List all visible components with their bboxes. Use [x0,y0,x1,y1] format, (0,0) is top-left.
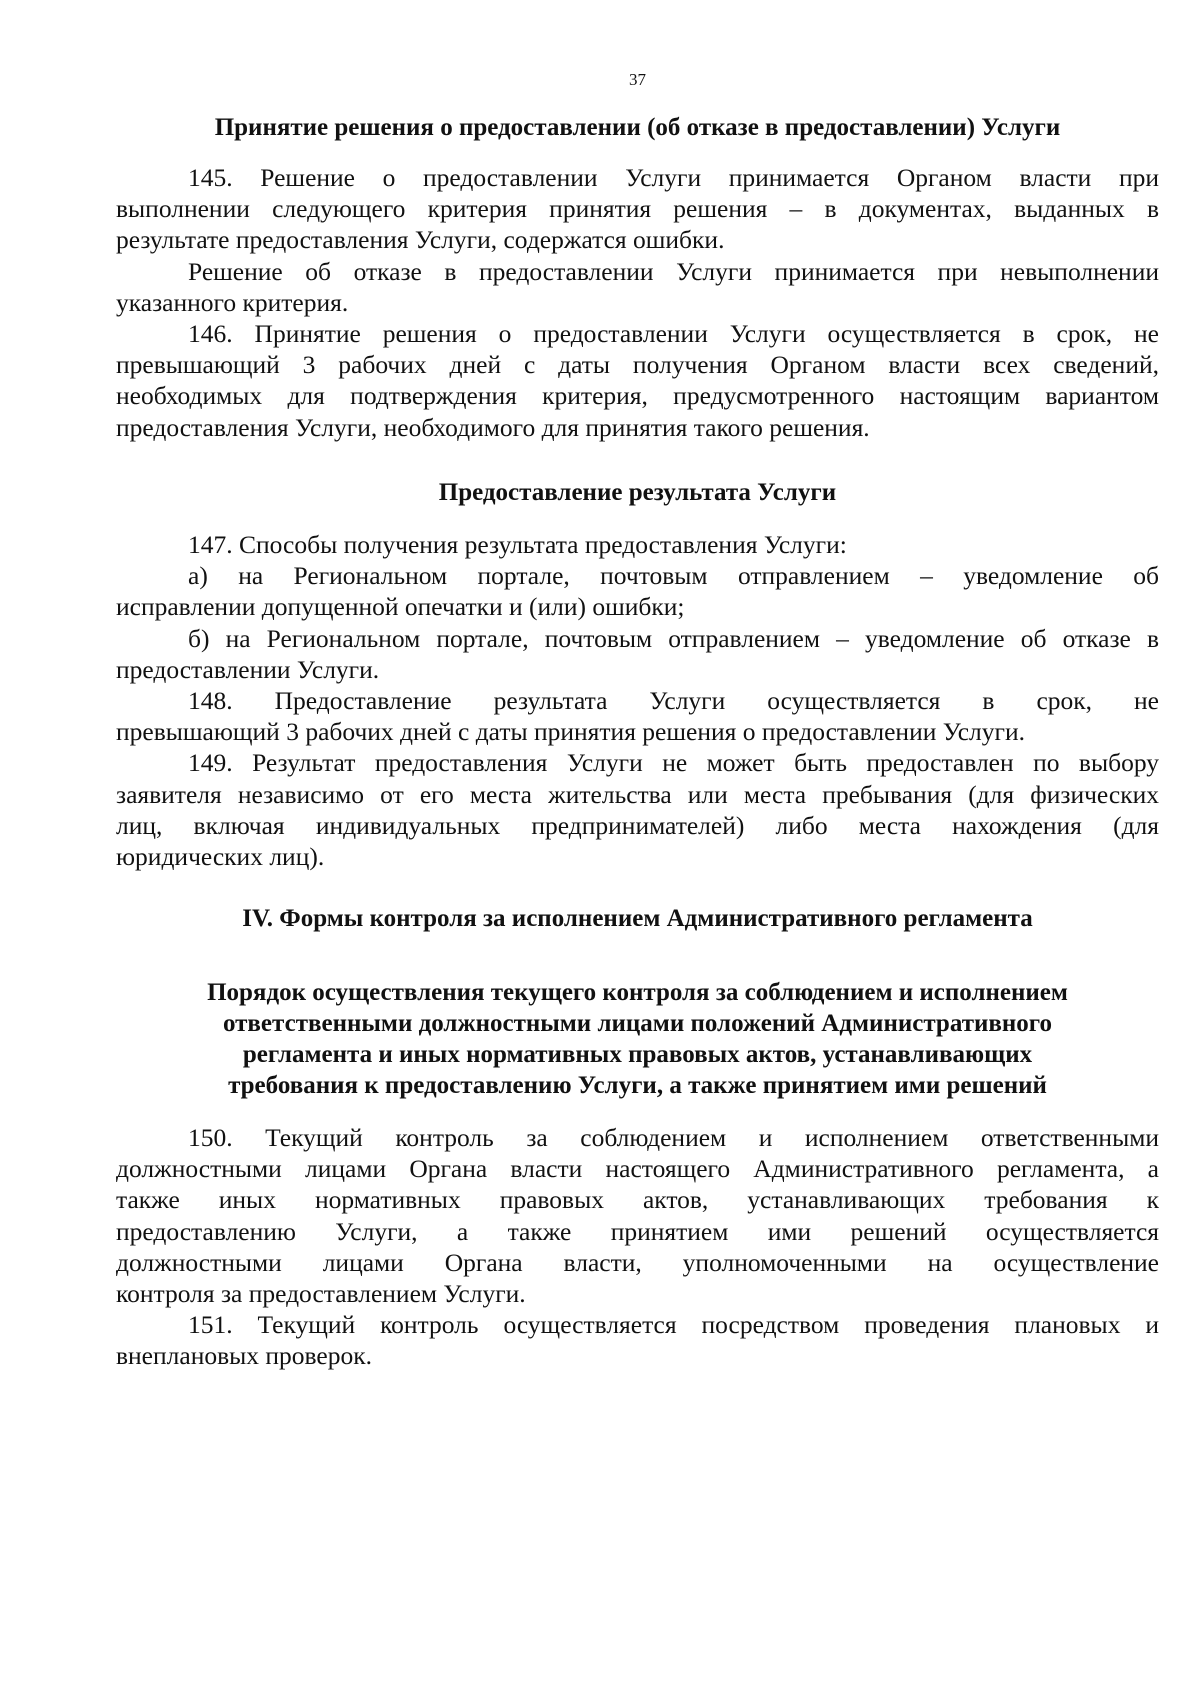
paragraph-147b-line: предоставлении Услуги. [116,654,380,684]
heading-current-control [116,977,1159,1101]
heading-control-forms: IV. Формы контроля за исполнением Административного регламента [242,905,1033,932]
heading-result: Предоставление результата Услуги [438,479,837,506]
paragraph-151-line: 151. Текущий контроль осуществляется посредством проведения плановых и [188,1310,1159,1340]
paragraph-146-line: необходимых для подтверждения критерия, предусмотренного настоящим вариантом [116,381,1159,411]
paragraph-150-line: 150. Текущий контроль за соблюдением и исполнением ответственными [188,1123,1159,1152]
paragraph-150 [116,1122,1159,1309]
paragraph-148-line: 148. Предоставление результата Услуги осуществляется в срок, не [188,686,1159,716]
paragraph-147a-line: а) на Региональном портале, почтовым отправлением – уведомление об [188,561,1159,591]
paragraph-147a-line: исправлении допущенной опечатки и (или) ошибки; [116,592,685,622]
paragraph-150-line: должностными лицами Органа власти, уполномоченными на осуществление [116,1247,1159,1277]
paragraph-149-line: заявителя независимо от его места жительства или места пребывания (для физических [116,779,1159,809]
paragraph-refusal-line: Решение об отказе в предоставлении Услуги принимается при невыполнении [188,256,1159,286]
paragraph-147-line: 147. Способы получения результата предоставления Услуги: [188,530,847,559]
paragraph-147b-line: б) на Региональном портале, почтовым отправлением – уведомление об отказе в [188,623,1159,653]
heading-decision: Принятие решения о предоставлении (об отказе в предоставлении) Услуги [214,114,1061,141]
paragraph-146-line: превышающий 3 рабочих дней с даты получения Органом власти всех сведений, [116,350,1159,380]
paragraph-148-line: превышающий 3 рабочих дней с даты принятия решения о предоставлении Услуги. [116,717,1025,747]
paragraph-146 [116,318,1159,443]
paragraph-149-line: лиц, включая индивидуальных предпринимателей) либо места нахождения (для [116,810,1159,840]
page-number: 37 [629,70,646,89]
heading-current-control-line: Порядок осуществления текущего контроля за соблюдением и исполнением [207,979,1068,1006]
paragraph-149-line: 149. Результат предоставления Услуги не может быть предоставлен по выбору [188,748,1159,778]
paragraph-150-line: предоставлению Услуги, а также принятием ими решений осуществляется [116,1216,1159,1246]
paragraph-145-line: результате предоставления Услуги, содержатся ошибки. [116,225,725,255]
control-block [116,1122,1159,1372]
paragraph-150-line: контроля за предоставлением Услуги. [116,1279,526,1309]
paragraph-150-line: также иных нормативных правовых актов, устанавливающих требования к [116,1185,1159,1215]
paragraph-151 [116,1309,1159,1371]
paragraph-148 [116,685,1159,747]
heading-current-control-line: регламента и иных нормативных правовых актов, устанавливающих [242,1041,1033,1068]
paragraph-145-line: выполнении следующего критерия принятия решения – в документах, выданных в [116,194,1159,224]
paragraph-145 [116,162,1159,256]
paragraph-147a [116,560,1159,622]
paragraph-150-line: должностными лицами Органа власти настоящего Административного регламента, а [116,1154,1159,1184]
paragraph-refusal-line: указанного критерия. [116,287,349,317]
paragraph-151-line: внеплановых проверок. [116,1341,373,1371]
paragraph-147b [116,623,1159,685]
paragraph-refusal [116,256,1159,318]
heading-current-control-line: требования к предоставлению Услуги, а также принятием ими решений [228,1072,1047,1099]
paragraph-146-line: 146. Принятие решения о предоставлении Услуги осуществляется в срок, не [188,319,1159,349]
heading-current-control-line: ответственными должностными лицами положений Административного [222,1010,1053,1037]
paragraph-149-line: юридических лиц). [116,842,325,872]
paragraph-146-line: предоставления Услуги, необходимого для принятия такого решения. [116,412,870,442]
paragraph-149 [116,747,1159,872]
paragraph-147 [116,529,1159,560]
paragraph-145-block [116,162,1159,443]
result-block [116,529,1159,872]
paragraph-145-line: 145. Решение о предоставлении Услуги принимается Органом власти при [188,163,1159,192]
